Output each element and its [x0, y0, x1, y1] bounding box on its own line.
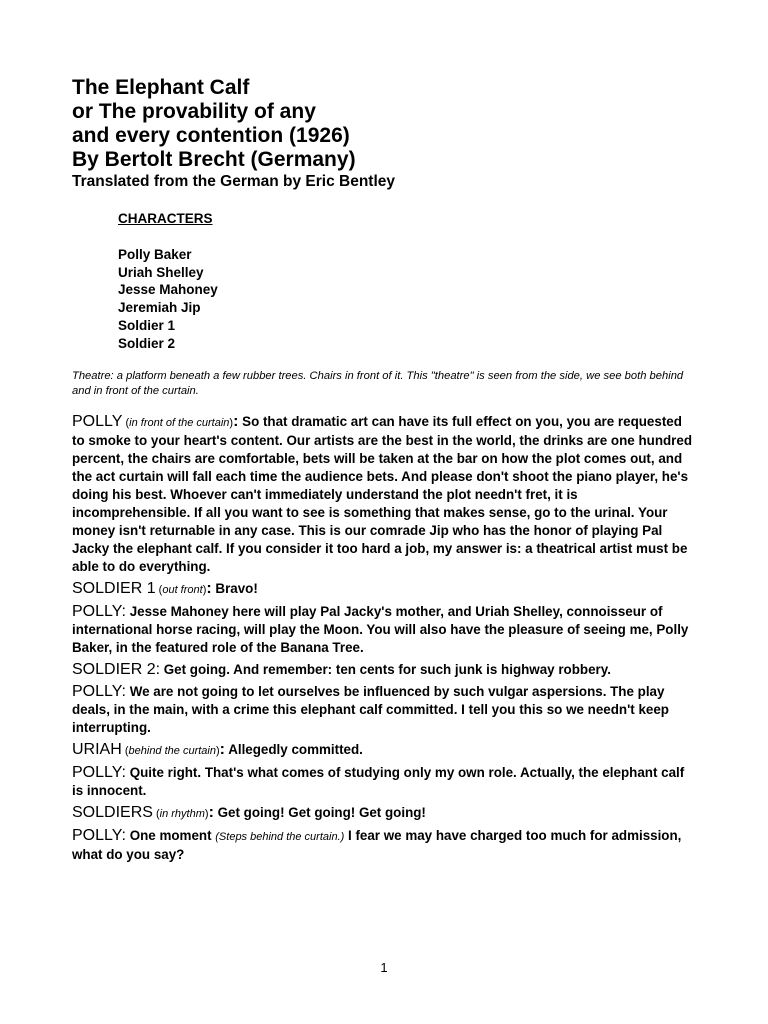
- aside-text: out front: [162, 584, 203, 597]
- aside-text: in front of the curtain: [129, 417, 230, 430]
- character-item: Jesse Mahoney: [118, 282, 218, 298]
- speech-text: Bravo!: [211, 581, 258, 597]
- speech-text: We are not going to let ourselves be influenced by such vulgar aspersions. The play deals, in the main, with a crime this elephant calf committed. I tell you this so we needn't keep interrupting.: [72, 684, 669, 736]
- speech-text: Get going! Get going! Get going!: [213, 805, 426, 821]
- speaker-name: SOLDIER 2:: [72, 661, 161, 679]
- characters-section: [118, 210, 694, 352]
- speaker-name: SOLDIER 1: [72, 580, 156, 598]
- speech-text: Quite right. That's what comes of studying only my own role. Actually, the elephant calf is innocent.: [72, 765, 685, 799]
- speaker-name: POLLY: [72, 413, 123, 431]
- speaker-name: URIAH: [72, 741, 122, 759]
- characters-heading: CHARACTERS: [118, 211, 213, 226]
- characters-list: [118, 246, 694, 352]
- character-item: Soldier 1: [118, 317, 176, 333]
- character-item: Uriah Shelley: [118, 264, 204, 280]
- paren-open: (: [152, 808, 160, 821]
- character-item: Soldier 2: [118, 335, 176, 351]
- document-page: [72, 76, 694, 868]
- speech: [72, 661, 694, 679]
- speaker-colon: :: [206, 580, 212, 598]
- paren-close: ): [204, 808, 209, 821]
- paren-open: (: [122, 417, 130, 430]
- speech-text: So that dramatic art can have its full effect on you, you are requested to smoke to your heart's content. Our artists are the best in the world, the drinks are one hundred percent, the chairs are comfortable, bets will be taken at the bar on how the plot comes out, and the act curtain will fall each time the audience bets. And please don't shoot the piano player, he's doing his best. Whoever can't immediately understand the plot needn't fret, it is incomprehensible. If all you want to see is something that makes sense, go to the urinal. Your money isn't returnable in any case. This is our comrade Jip who has the honor of playing Pal Jacky the elephant calf. If you consider it too hard a job, my answer is: a theatrical artist must be able to do everything.: [72, 414, 693, 575]
- speaker-name: SOLDIERS: [72, 804, 153, 822]
- speech-text: Get going. And remember: ten cents for such junk is highway robbery.: [160, 662, 611, 678]
- aside-text: (Steps behind the curtain.): [215, 831, 345, 844]
- speaker-name: POLLY:: [72, 683, 126, 701]
- speech: [72, 741, 694, 760]
- speech: [72, 683, 694, 737]
- title-block: [72, 76, 694, 192]
- speech-text: Allegedly committed.: [224, 742, 363, 758]
- speaker-name: POLLY:: [72, 603, 126, 621]
- speaker-name: POLLY:: [72, 827, 126, 845]
- title-line: The Elephant Calf: [72, 76, 250, 99]
- character-item: Jeremiah Jip: [118, 300, 201, 316]
- speaker-colon: :: [208, 804, 214, 822]
- speech-text: Jesse Mahoney here will play Pal Jacky's mother, and Uriah Shelley, connoisseur of international horse racing, will play the Moon. You will also have the pleasure of seeing me, Polly Baker, in the featured role of the Banana Tree.: [72, 604, 689, 656]
- aside-text: behind the curtain: [128, 745, 216, 758]
- dialogue: [72, 413, 694, 864]
- title-line: and every contention (1926): [72, 124, 350, 147]
- title-line: or The provability of any: [72, 100, 316, 123]
- stage-aside: [215, 831, 344, 843]
- speaker-name: POLLY:: [72, 764, 126, 782]
- stage-aside: [153, 808, 209, 820]
- character-item: Polly Baker: [118, 247, 192, 262]
- paren-close: ): [229, 417, 234, 430]
- speaker-colon: :: [219, 741, 225, 759]
- speech-text: I fear we may have charged too much for admission, what do you say?: [72, 828, 682, 863]
- aside-text: in rhythm: [159, 808, 205, 821]
- speech: [72, 413, 694, 576]
- speech: [72, 603, 694, 657]
- paren-open: (: [155, 584, 163, 597]
- speech: [72, 804, 694, 823]
- stage-direction: Theatre: a platform beneath a few rubber trees. Chairs in front of it. This "theatre" is seen from the side, we see both behind and in front of the curtain.: [72, 370, 684, 398]
- stage-aside: [156, 584, 207, 596]
- speech-text: One moment: [125, 828, 216, 844]
- subtitle: Translated from the German by Eric Bentley: [72, 173, 396, 190]
- speech: [72, 580, 694, 599]
- paren-open: (: [121, 745, 129, 758]
- stage-aside: [122, 745, 220, 757]
- paren-close: ): [215, 745, 220, 758]
- title-line: By Bertolt Brecht (Germany): [72, 148, 356, 171]
- paren-close: ): [202, 584, 207, 597]
- speech: [72, 827, 694, 864]
- speaker-colon: :: [233, 413, 239, 431]
- page-number: 1: [380, 960, 388, 975]
- stage-aside: [122, 417, 233, 429]
- speech: [72, 764, 694, 800]
